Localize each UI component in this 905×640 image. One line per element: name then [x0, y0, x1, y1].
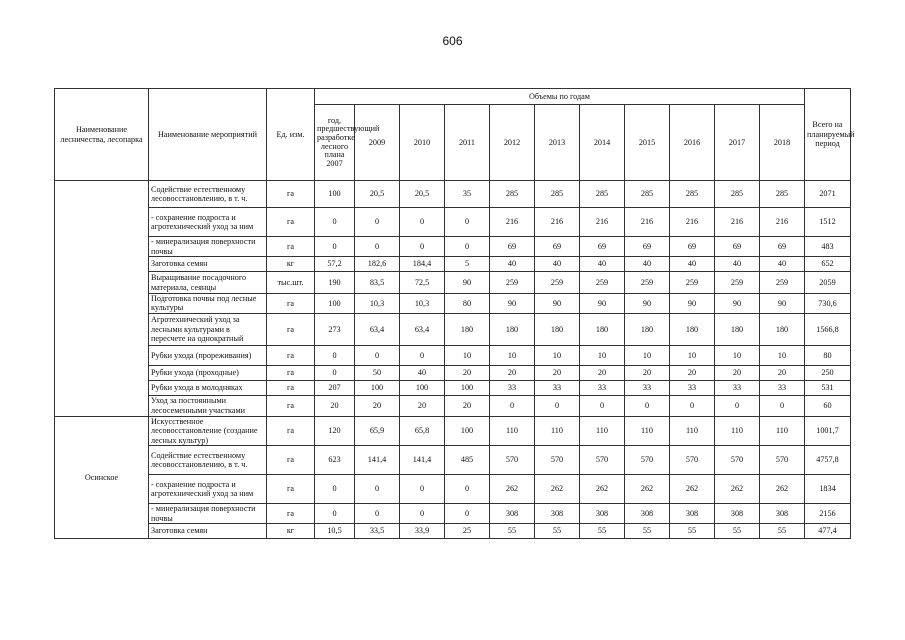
- table-row: [55, 446, 851, 475]
- value-cell: 308: [580, 504, 625, 524]
- value-cell: 69: [760, 237, 805, 257]
- value-cell: 0: [625, 395, 670, 416]
- value-cell: 180: [715, 313, 760, 345]
- value-cell: 308: [535, 504, 580, 524]
- value-cell: 180: [490, 313, 535, 345]
- value-cell: 69: [490, 237, 535, 257]
- value-cell: 55: [625, 524, 670, 539]
- value-cell: 141,4: [355, 446, 400, 475]
- value-cell: 55: [760, 524, 805, 539]
- value-cell: 40: [400, 365, 445, 380]
- value-cell: 273: [315, 313, 355, 345]
- activity-name-cell: - сохранение подроста и агротехнический уход за ним: [149, 475, 267, 504]
- total-cell: 60: [805, 395, 851, 416]
- value-cell: 33: [670, 380, 715, 395]
- value-cell: 285: [625, 181, 670, 208]
- value-cell: 50: [355, 365, 400, 380]
- value-cell: 100: [355, 380, 400, 395]
- value-cell: 0: [315, 365, 355, 380]
- value-cell: 259: [625, 272, 670, 294]
- value-cell: 100: [315, 294, 355, 314]
- value-cell: 285: [670, 181, 715, 208]
- value-cell: 10: [715, 345, 760, 365]
- unit-cell: га: [267, 446, 315, 475]
- value-cell: 33: [535, 380, 580, 395]
- activity-name-cell: Искусственное лесовосстановление (создание лесных культур): [149, 416, 267, 445]
- table-row: [55, 365, 851, 380]
- value-cell: 0: [445, 237, 490, 257]
- value-cell: 190: [315, 272, 355, 294]
- header-unit: Ед. изм.: [267, 89, 315, 181]
- activity-name-cell: Заготовка семян: [149, 257, 267, 272]
- value-cell: 57,2: [315, 257, 355, 272]
- activity-name-cell: Рубки ухода (проходные): [149, 365, 267, 380]
- value-cell: 0: [715, 395, 760, 416]
- value-cell: 100: [315, 181, 355, 208]
- value-cell: 110: [580, 416, 625, 445]
- value-cell: 90: [760, 294, 805, 314]
- activities-table: [54, 88, 855, 539]
- activity-name-cell: - минерализация поверхности почвы: [149, 504, 267, 524]
- value-cell: 285: [715, 181, 760, 208]
- value-cell: 20: [535, 365, 580, 380]
- total-cell: 1512: [805, 208, 851, 237]
- activity-name-cell: Рубки ухода (прореживания): [149, 345, 267, 365]
- value-cell: 262: [760, 475, 805, 504]
- value-cell: 262: [490, 475, 535, 504]
- value-cell: 308: [670, 504, 715, 524]
- value-cell: 20,5: [400, 181, 445, 208]
- value-cell: 216: [535, 208, 580, 237]
- value-cell: 20: [315, 395, 355, 416]
- value-cell: 570: [490, 446, 535, 475]
- unit-cell: га: [267, 416, 315, 445]
- activity-name-cell: - минерализация поверхности почвы: [149, 237, 267, 257]
- value-cell: 0: [315, 504, 355, 524]
- value-cell: 570: [670, 446, 715, 475]
- value-cell: 90: [580, 294, 625, 314]
- header-year: 2016: [670, 105, 715, 181]
- table-row: [55, 294, 851, 314]
- value-cell: 20: [400, 395, 445, 416]
- value-cell: 55: [715, 524, 760, 539]
- value-cell: 180: [760, 313, 805, 345]
- value-cell: 33: [625, 380, 670, 395]
- value-cell: 0: [315, 345, 355, 365]
- header-year: 2013: [535, 105, 580, 181]
- value-cell: 100: [445, 380, 490, 395]
- value-cell: 120: [315, 416, 355, 445]
- value-cell: 485: [445, 446, 490, 475]
- value-cell: 110: [760, 416, 805, 445]
- value-cell: 40: [760, 257, 805, 272]
- value-cell: 0: [580, 395, 625, 416]
- value-cell: 90: [490, 294, 535, 314]
- total-cell: 2156: [805, 504, 851, 524]
- value-cell: 0: [355, 345, 400, 365]
- header-activity: Наименование мероприятий: [149, 89, 267, 181]
- activity-name-cell: Подготовка почвы под лесные культуры: [149, 294, 267, 314]
- header-year: 2017: [715, 105, 760, 181]
- value-cell: 308: [625, 504, 670, 524]
- value-cell: 180: [445, 313, 490, 345]
- value-cell: 33: [760, 380, 805, 395]
- total-cell: 250: [805, 365, 851, 380]
- value-cell: 35: [445, 181, 490, 208]
- value-cell: 259: [490, 272, 535, 294]
- table-row: [55, 395, 851, 416]
- value-cell: 570: [580, 446, 625, 475]
- table-row: [55, 416, 851, 445]
- value-cell: 40: [670, 257, 715, 272]
- value-cell: 110: [625, 416, 670, 445]
- table-row: [55, 475, 851, 504]
- value-cell: 10: [490, 345, 535, 365]
- value-cell: 216: [580, 208, 625, 237]
- unit-cell: га: [267, 181, 315, 208]
- header-prev-year: год, предшествующий разработке лесного плана 2007: [315, 105, 355, 181]
- activity-name-cell: Содействие естественному лесовосстановлению, в т. ч.: [149, 446, 267, 475]
- value-cell: 0: [355, 237, 400, 257]
- value-cell: 25: [445, 524, 490, 539]
- value-cell: 90: [535, 294, 580, 314]
- total-cell: 477,4: [805, 524, 851, 539]
- value-cell: 262: [535, 475, 580, 504]
- unit-cell: тыс.шт.: [267, 272, 315, 294]
- value-cell: 0: [400, 504, 445, 524]
- value-cell: 259: [670, 272, 715, 294]
- total-cell: 483: [805, 237, 851, 257]
- table-row: [55, 380, 851, 395]
- total-cell: 531: [805, 380, 851, 395]
- table-row: [55, 208, 851, 237]
- value-cell: 10: [625, 345, 670, 365]
- table-row: [55, 181, 851, 208]
- value-cell: 182,6: [355, 257, 400, 272]
- value-cell: 55: [580, 524, 625, 539]
- value-cell: 40: [490, 257, 535, 272]
- header-year: 2010: [400, 105, 445, 181]
- value-cell: 259: [760, 272, 805, 294]
- value-cell: 570: [625, 446, 670, 475]
- value-cell: 10,3: [400, 294, 445, 314]
- activity-name-cell: - сохранение подроста и агротехнический уход за ним: [149, 208, 267, 237]
- unit-cell: га: [267, 345, 315, 365]
- total-cell: 4757,8: [805, 446, 851, 475]
- total-cell: 1566,8: [805, 313, 851, 345]
- value-cell: 216: [625, 208, 670, 237]
- header-year: 2014: [580, 105, 625, 181]
- forestry-cell: Осинское: [55, 416, 149, 538]
- unit-cell: га: [267, 395, 315, 416]
- total-cell: 2071: [805, 181, 851, 208]
- value-cell: 0: [355, 504, 400, 524]
- value-cell: 0: [445, 208, 490, 237]
- value-cell: 100: [400, 380, 445, 395]
- unit-cell: га: [267, 237, 315, 257]
- value-cell: 72,5: [400, 272, 445, 294]
- table-row: [55, 524, 851, 539]
- value-cell: 90: [445, 272, 490, 294]
- value-cell: 0: [670, 395, 715, 416]
- value-cell: 63,4: [355, 313, 400, 345]
- value-cell: 69: [670, 237, 715, 257]
- value-cell: 180: [625, 313, 670, 345]
- unit-cell: га: [267, 313, 315, 345]
- value-cell: 20: [670, 365, 715, 380]
- value-cell: 110: [490, 416, 535, 445]
- total-cell: 730,6: [805, 294, 851, 314]
- value-cell: 90: [715, 294, 760, 314]
- value-cell: 69: [625, 237, 670, 257]
- activity-name-cell: Содействие естественному лесовосстановлению, в т. ч.: [149, 181, 267, 208]
- value-cell: 80: [445, 294, 490, 314]
- value-cell: 216: [760, 208, 805, 237]
- value-cell: 180: [580, 313, 625, 345]
- value-cell: 40: [580, 257, 625, 272]
- value-cell: 20: [445, 395, 490, 416]
- value-cell: 0: [400, 208, 445, 237]
- value-cell: 0: [535, 395, 580, 416]
- header-year: 2011: [445, 105, 490, 181]
- value-cell: 308: [490, 504, 535, 524]
- value-cell: 83,5: [355, 272, 400, 294]
- activity-name-cell: Выращивание посадочного материала, сеянцы: [149, 272, 267, 294]
- value-cell: 10,5: [315, 524, 355, 539]
- page-number: 606: [442, 34, 463, 48]
- table-row: [55, 272, 851, 294]
- table-row: [55, 237, 851, 257]
- value-cell: 180: [535, 313, 580, 345]
- value-cell: 184,4: [400, 257, 445, 272]
- unit-cell: га: [267, 475, 315, 504]
- value-cell: 0: [760, 395, 805, 416]
- value-cell: 308: [715, 504, 760, 524]
- unit-cell: га: [267, 504, 315, 524]
- value-cell: 33: [580, 380, 625, 395]
- value-cell: 0: [400, 345, 445, 365]
- value-cell: 0: [445, 504, 490, 524]
- value-cell: 33: [715, 380, 760, 395]
- activity-name-cell: Заготовка семян: [149, 524, 267, 539]
- value-cell: 0: [400, 475, 445, 504]
- value-cell: 20: [715, 365, 760, 380]
- value-cell: 40: [535, 257, 580, 272]
- value-cell: 285: [490, 181, 535, 208]
- value-cell: 259: [715, 272, 760, 294]
- value-cell: 20: [445, 365, 490, 380]
- value-cell: 0: [355, 208, 400, 237]
- value-cell: 308: [760, 504, 805, 524]
- value-cell: 570: [760, 446, 805, 475]
- unit-cell: га: [267, 365, 315, 380]
- value-cell: 69: [580, 237, 625, 257]
- value-cell: 570: [715, 446, 760, 475]
- activity-name-cell: Рубки ухода в молодняках: [149, 380, 267, 395]
- value-cell: 20: [580, 365, 625, 380]
- value-cell: 110: [715, 416, 760, 445]
- value-cell: 0: [490, 395, 535, 416]
- value-cell: 0: [445, 475, 490, 504]
- total-cell: 1834: [805, 475, 851, 504]
- value-cell: 259: [580, 272, 625, 294]
- total-cell: 652: [805, 257, 851, 272]
- value-cell: 90: [625, 294, 670, 314]
- value-cell: 570: [535, 446, 580, 475]
- value-cell: 33: [490, 380, 535, 395]
- header-year: 2015: [625, 105, 670, 181]
- value-cell: 0: [315, 237, 355, 257]
- value-cell: 90: [670, 294, 715, 314]
- value-cell: 262: [580, 475, 625, 504]
- header-year: 2012: [490, 105, 535, 181]
- value-cell: 65,8: [400, 416, 445, 445]
- value-cell: 100: [445, 416, 490, 445]
- value-cell: 5: [445, 257, 490, 272]
- value-cell: 262: [625, 475, 670, 504]
- activity-name-cell: Агротехнический уход за лесными культурами в пересчете на однократный: [149, 313, 267, 345]
- value-cell: 40: [625, 257, 670, 272]
- value-cell: 55: [670, 524, 715, 539]
- value-cell: 259: [535, 272, 580, 294]
- value-cell: 10: [535, 345, 580, 365]
- value-cell: 141,4: [400, 446, 445, 475]
- value-cell: 20: [625, 365, 670, 380]
- unit-cell: кг: [267, 257, 315, 272]
- value-cell: 285: [580, 181, 625, 208]
- total-cell: 1001,7: [805, 416, 851, 445]
- value-cell: 20: [355, 395, 400, 416]
- value-cell: 55: [490, 524, 535, 539]
- value-cell: 216: [670, 208, 715, 237]
- value-cell: 0: [315, 475, 355, 504]
- header-total: Всего на планируемый период: [805, 89, 851, 181]
- table-row: [55, 345, 851, 365]
- table-row: [55, 504, 851, 524]
- value-cell: 10: [445, 345, 490, 365]
- value-cell: 623: [315, 446, 355, 475]
- value-cell: 285: [760, 181, 805, 208]
- value-cell: 65,9: [355, 416, 400, 445]
- value-cell: 262: [670, 475, 715, 504]
- value-cell: 69: [535, 237, 580, 257]
- value-cell: 69: [715, 237, 760, 257]
- unit-cell: га: [267, 208, 315, 237]
- total-cell: 2059: [805, 272, 851, 294]
- value-cell: 10: [670, 345, 715, 365]
- header-forestry: Наименование лесничества, лесопарка: [55, 89, 149, 181]
- value-cell: 207: [315, 380, 355, 395]
- header-volumes: Объемы по годам: [315, 89, 805, 105]
- value-cell: 20: [760, 365, 805, 380]
- unit-cell: га: [267, 294, 315, 314]
- unit-cell: га: [267, 380, 315, 395]
- value-cell: 0: [400, 237, 445, 257]
- value-cell: 110: [670, 416, 715, 445]
- value-cell: 10,3: [355, 294, 400, 314]
- value-cell: 180: [670, 313, 715, 345]
- value-cell: 63,4: [400, 313, 445, 345]
- value-cell: 285: [535, 181, 580, 208]
- value-cell: 20: [490, 365, 535, 380]
- value-cell: 0: [355, 475, 400, 504]
- table-row: [55, 313, 851, 345]
- value-cell: 10: [760, 345, 805, 365]
- value-cell: 10: [580, 345, 625, 365]
- header-year: 2018: [760, 105, 805, 181]
- value-cell: 20,5: [355, 181, 400, 208]
- header-year: 2009: [355, 105, 400, 181]
- value-cell: 33,9: [400, 524, 445, 539]
- forestry-cell: [55, 181, 149, 417]
- total-cell: 80: [805, 345, 851, 365]
- value-cell: 55: [535, 524, 580, 539]
- activity-name-cell: Уход за постоянными лесосеменными участками: [149, 395, 267, 416]
- value-cell: 216: [715, 208, 760, 237]
- value-cell: 33,5: [355, 524, 400, 539]
- value-cell: 0: [315, 208, 355, 237]
- value-cell: 40: [715, 257, 760, 272]
- value-cell: 110: [535, 416, 580, 445]
- table-row: [55, 257, 851, 272]
- value-cell: 216: [490, 208, 535, 237]
- value-cell: 262: [715, 475, 760, 504]
- unit-cell: кг: [267, 524, 315, 539]
